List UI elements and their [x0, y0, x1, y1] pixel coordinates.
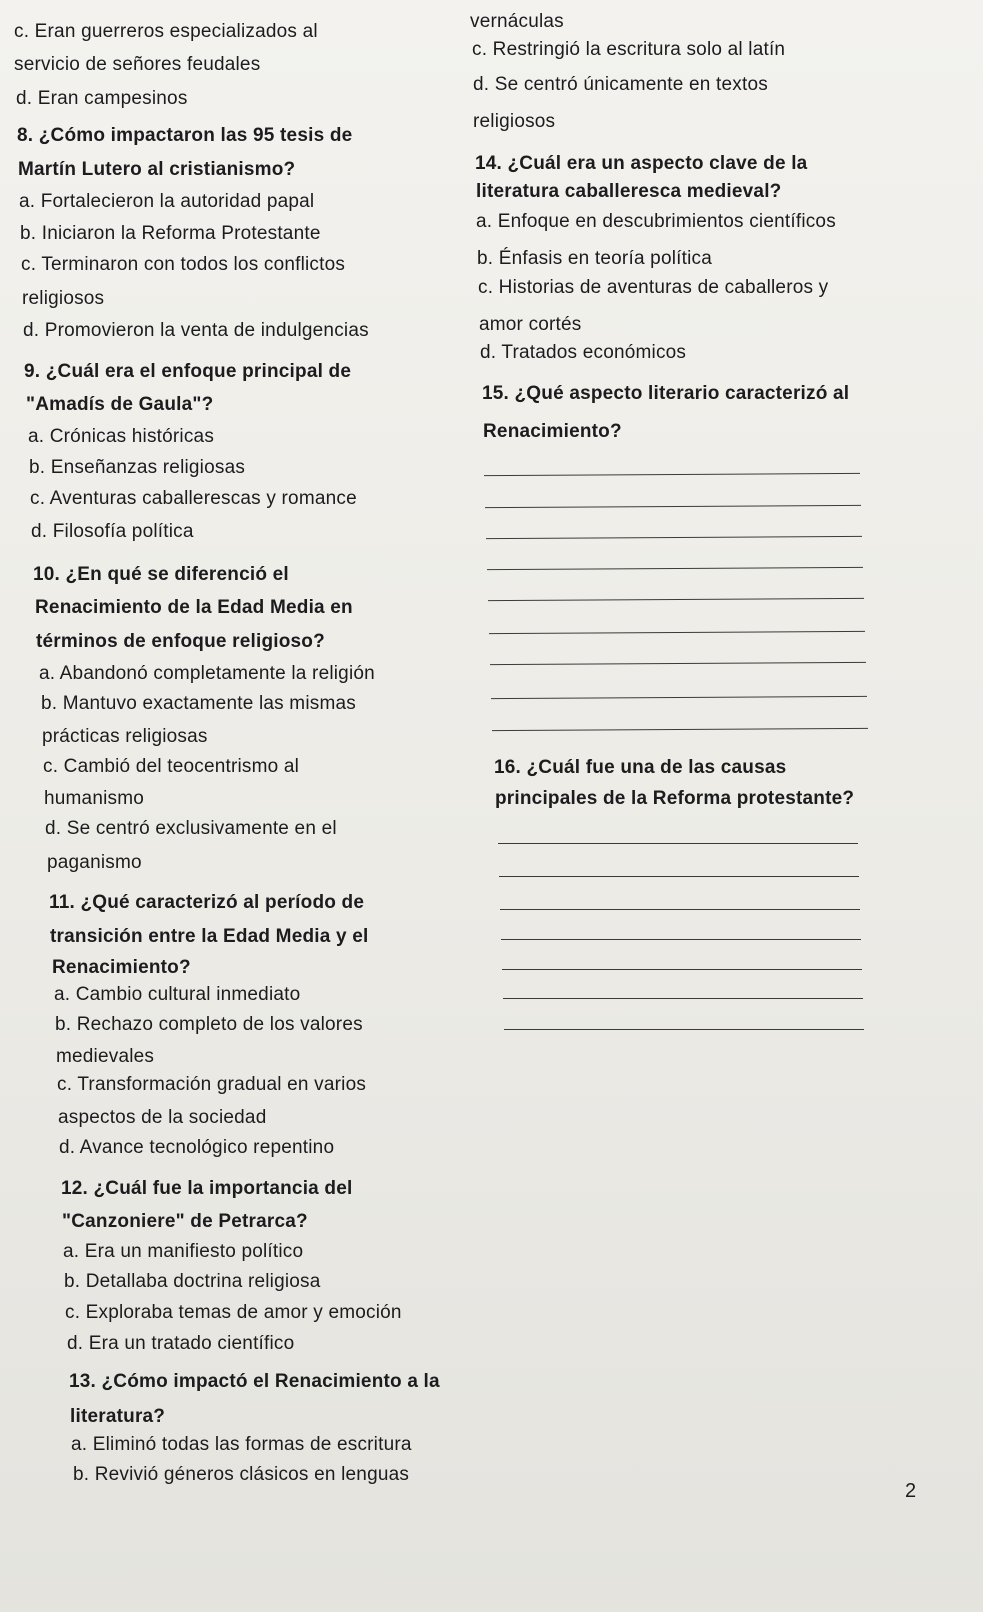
option-a: a. Eliminó todas las formas de escritura [71, 1434, 412, 1455]
answer-line[interactable] [500, 909, 860, 910]
option-c-line-1: c. Transformación gradual en varios [57, 1074, 367, 1095]
question-text-line-2: transición entre la Edad Media y el [50, 926, 369, 947]
answer-line[interactable] [490, 662, 866, 665]
answer-line[interactable] [484, 473, 860, 476]
question-text-line-1: 13. ¿Cómo impactó el Renacimiento a la [69, 1371, 440, 1392]
option-c-line-1: c. Cambió del teocentrismo al [43, 756, 300, 777]
answer-line[interactable] [485, 505, 861, 508]
option-d: d. Era un tratado científico [67, 1333, 295, 1354]
question-text-line-2: literatura caballeresca medieval? [476, 181, 782, 202]
question-text-line-3: Renacimiento? [52, 957, 191, 978]
option-d: d. Avance tecnológico repentino [59, 1137, 335, 1158]
question-text-line-1: 16. ¿Cuál fue una de las causas [494, 757, 787, 778]
option-a: a. Era un manifiesto político [63, 1241, 304, 1262]
answer-line[interactable] [487, 567, 863, 570]
question-text-line-2: Martín Lutero al cristianismo? [18, 159, 296, 180]
question-text-line-1: 14. ¿Cuál era un aspecto clave de la [475, 153, 808, 174]
question-text-line-1: 11. ¿Qué caracterizó al período de [49, 892, 365, 913]
option-c-line-2: amor cortés [479, 314, 582, 335]
answer-line[interactable] [504, 1029, 864, 1030]
question-text-line-1: 8. ¿Cómo impactaron las 95 tesis de [17, 125, 353, 146]
question-text-line-3: términos de enfoque religioso? [36, 631, 325, 652]
option-a: a. Crónicas históricas [28, 426, 215, 447]
option-b: b. Detallaba doctrina religiosa [64, 1271, 321, 1292]
answer-line[interactable] [501, 939, 861, 940]
option-d: d. Promovieron la venta de indulgencias [23, 320, 369, 341]
option-b: b. Énfasis en teoría política [477, 248, 712, 269]
option-c-line-2: religiosos [22, 288, 105, 309]
option-b: b. Revivió géneros clásicos en lenguas [73, 1464, 410, 1485]
question-text-line-2: Renacimiento de la Edad Media en [35, 597, 353, 618]
option-b-line-2: medievales [56, 1046, 155, 1067]
option-b: b. Enseñanzas religiosas [29, 457, 246, 478]
option-a: a. Cambio cultural inmediato [54, 984, 301, 1005]
option-c: c. Exploraba temas de amor y emoción [65, 1302, 402, 1323]
answer-line[interactable] [492, 728, 868, 731]
answer-line[interactable] [498, 843, 858, 844]
option-b-line-1: b. Rechazo completo de los valores [55, 1014, 363, 1035]
option-c-line-2: humanismo [44, 788, 145, 809]
question-text-line-2: "Amadís de Gaula"? [26, 394, 214, 415]
question-text-line-2: literatura? [70, 1406, 166, 1427]
question-text-line-2: "Canzoniere" de Petrarca? [62, 1211, 308, 1232]
option-d-line-1: d. Se centró únicamente en textos [473, 74, 768, 95]
option-d-line-2: paganismo [47, 852, 142, 873]
option-c-line-1: c. Terminaron con todos los conflictos [21, 254, 346, 275]
option-d: d. Eran campesinos [16, 88, 188, 109]
question-text-line-1: 9. ¿Cuál era el enfoque principal de [24, 361, 352, 382]
question-text-line-2: principales de la Reforma protestante? [495, 788, 855, 809]
option-a: a. Fortalecieron la autoridad papal [19, 191, 315, 212]
option-c: c. Aventuras caballerescas y romance [30, 488, 357, 509]
option-c-line-1: c. Historias de aventuras de caballeros y [478, 277, 829, 298]
page-number: 2 [905, 1480, 917, 1502]
option-b-line-2: prácticas religiosas [42, 726, 208, 747]
answer-line[interactable] [488, 598, 864, 601]
question-text-line-1: 10. ¿En qué se diferenció el [33, 564, 289, 585]
option-b-line-1: b. Mantuvo exactamente las mismas [41, 693, 356, 714]
option-a: a. Enfoque en descubrimientos científicos [476, 211, 836, 232]
question-text-line-1: 12. ¿Cuál fue la importancia del [61, 1178, 353, 1199]
answer-line[interactable] [489, 631, 865, 634]
option-c: c. Restringió la escritura solo al latín [472, 39, 786, 60]
question-text-line-2: Renacimiento? [483, 421, 622, 442]
answer-line[interactable] [491, 696, 867, 699]
answer-line[interactable] [503, 998, 863, 999]
option-b: b. Iniciaron la Reforma Protestante [20, 223, 321, 244]
option-d-line-2: religiosos [473, 111, 556, 132]
answer-line[interactable] [502, 969, 862, 970]
option-b-continued: vernáculas [470, 11, 564, 32]
question-text-line-1: 15. ¿Qué aspecto literario caracterizó al [482, 383, 850, 404]
option-c-line-2: servicio de señores feudales [14, 54, 261, 75]
option-a: a. Abandonó completamente la religión [39, 663, 375, 684]
option-c-line-1: c. Eran guerreros especializados al [14, 21, 318, 42]
answer-line[interactable] [499, 876, 859, 877]
answer-line[interactable] [486, 536, 862, 539]
option-d: d. Tratados económicos [480, 342, 687, 363]
option-c-line-2: aspectos de la sociedad [58, 1107, 267, 1128]
option-d: d. Filosofía política [31, 521, 194, 542]
option-d-line-1: d. Se centró exclusivamente en el [45, 818, 337, 839]
